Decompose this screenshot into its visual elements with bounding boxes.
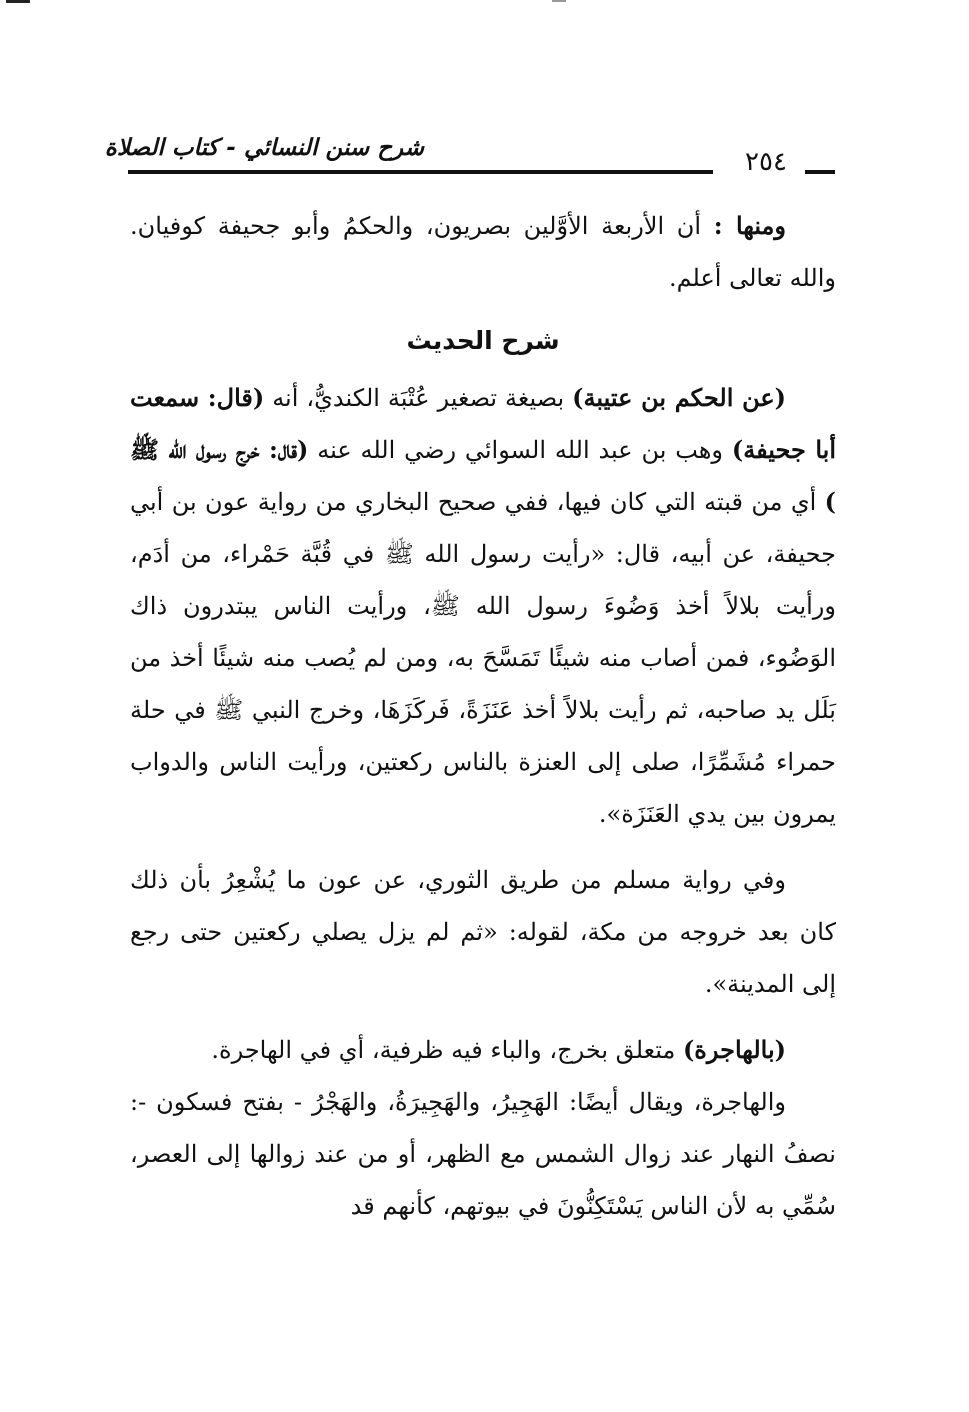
- paragraph-lead: ومنها :: [713, 211, 787, 240]
- quoted-text: (قال: سمعت أبا جحيفة): [130, 383, 837, 464]
- section-heading: شرح الحديث: [406, 326, 560, 355]
- paragraph-narrators: [130, 200, 836, 304]
- header-rule: [128, 170, 713, 174]
- quoted-text: (عن الحكم بن عتيبة): [572, 383, 787, 412]
- paragraph-hadith-explanation: [130, 372, 836, 840]
- body-text: [130, 200, 836, 1232]
- running-title: شرح سنن النسائي - كتاب الصلاة: [104, 135, 424, 161]
- scan-edge-mark: [6, 0, 30, 3]
- paragraph-hajira: [130, 1024, 836, 1076]
- quoted-text: (بالهاجرة): [682, 1035, 786, 1064]
- scan-edge-mark: [552, 0, 566, 2]
- paragraph-muslim-narration: وفي رواية مسلم من طريق الثوري، عن عون ما يُشْعِرُ بأن ذلك كان بعد خروجه من مكة، لقوله: «ثم لم يزل يصلي ركعتين حتى رجع إلى المدينة».: [130, 866, 836, 998]
- paragraph-text: أي من قبته التي كان فيها، ففي صحيح البخاري من رواية عون بن أبي جحيفة، عن أبيه، قال: «رأيت رسول الله ﷺ في قُبَّة حَمْراء، من أدَم، ورأيت بلالاً أخذ وَضُوءَ رسول الله ﷺ، ورأيت الناس يبتدرون ذاك الوَضُوء، فمن أصاب منه شيئًا تَمَسَّحَ به، ومن لم يُصب منه شيئًا أخذ من بَلَل يد صاحبه، ثم رأيت بلالاً أخذ عَنَزَةً، فَركَزَهَا، وخرج النبي ﷺ في حلة حمراء مُشَمِّرًا، صلى إلى العنزة بالناس ركعتين، ورأيت الناس والدواب يمرون بين يدي العَنَزَة».: [130, 488, 836, 828]
- paragraph-hajira-definition: والهاجرة، ويقال أيضًا: الهَجِيرُ، والهَجِيرَةُ، والهَجْرُ - بفتح فسكون -: نصفُ النهار عند زوال الشمس مع الظهر، أو من عند زوالها إلى العصر، سُمِّي به لأن الناس يَسْتَكِنُّونَ في بيوتهم، كأنهم قد: [130, 1088, 836, 1220]
- page-number: ٢٥٤: [745, 147, 787, 177]
- quoted-text: (قال: خرج رسول الله ﷺ ): [130, 435, 837, 516]
- paragraph-text: متعلق بخرج، والباء فيه ظرفية، أي في الهاجرة.: [211, 1036, 683, 1064]
- paragraph-text: بصيغة تصغير عُتْبَة الكنديُّ، أنه: [264, 384, 573, 412]
- paragraph-text: وهب بن عبد الله السوائي رضي الله عنه: [308, 436, 732, 464]
- page-number-dash: [805, 170, 835, 174]
- paragraph-text: أن الأربعة الأوَّلين بصريون، والحكمُ وأبو جحيفة كوفيان. والله تعالى أعلم.: [130, 212, 836, 292]
